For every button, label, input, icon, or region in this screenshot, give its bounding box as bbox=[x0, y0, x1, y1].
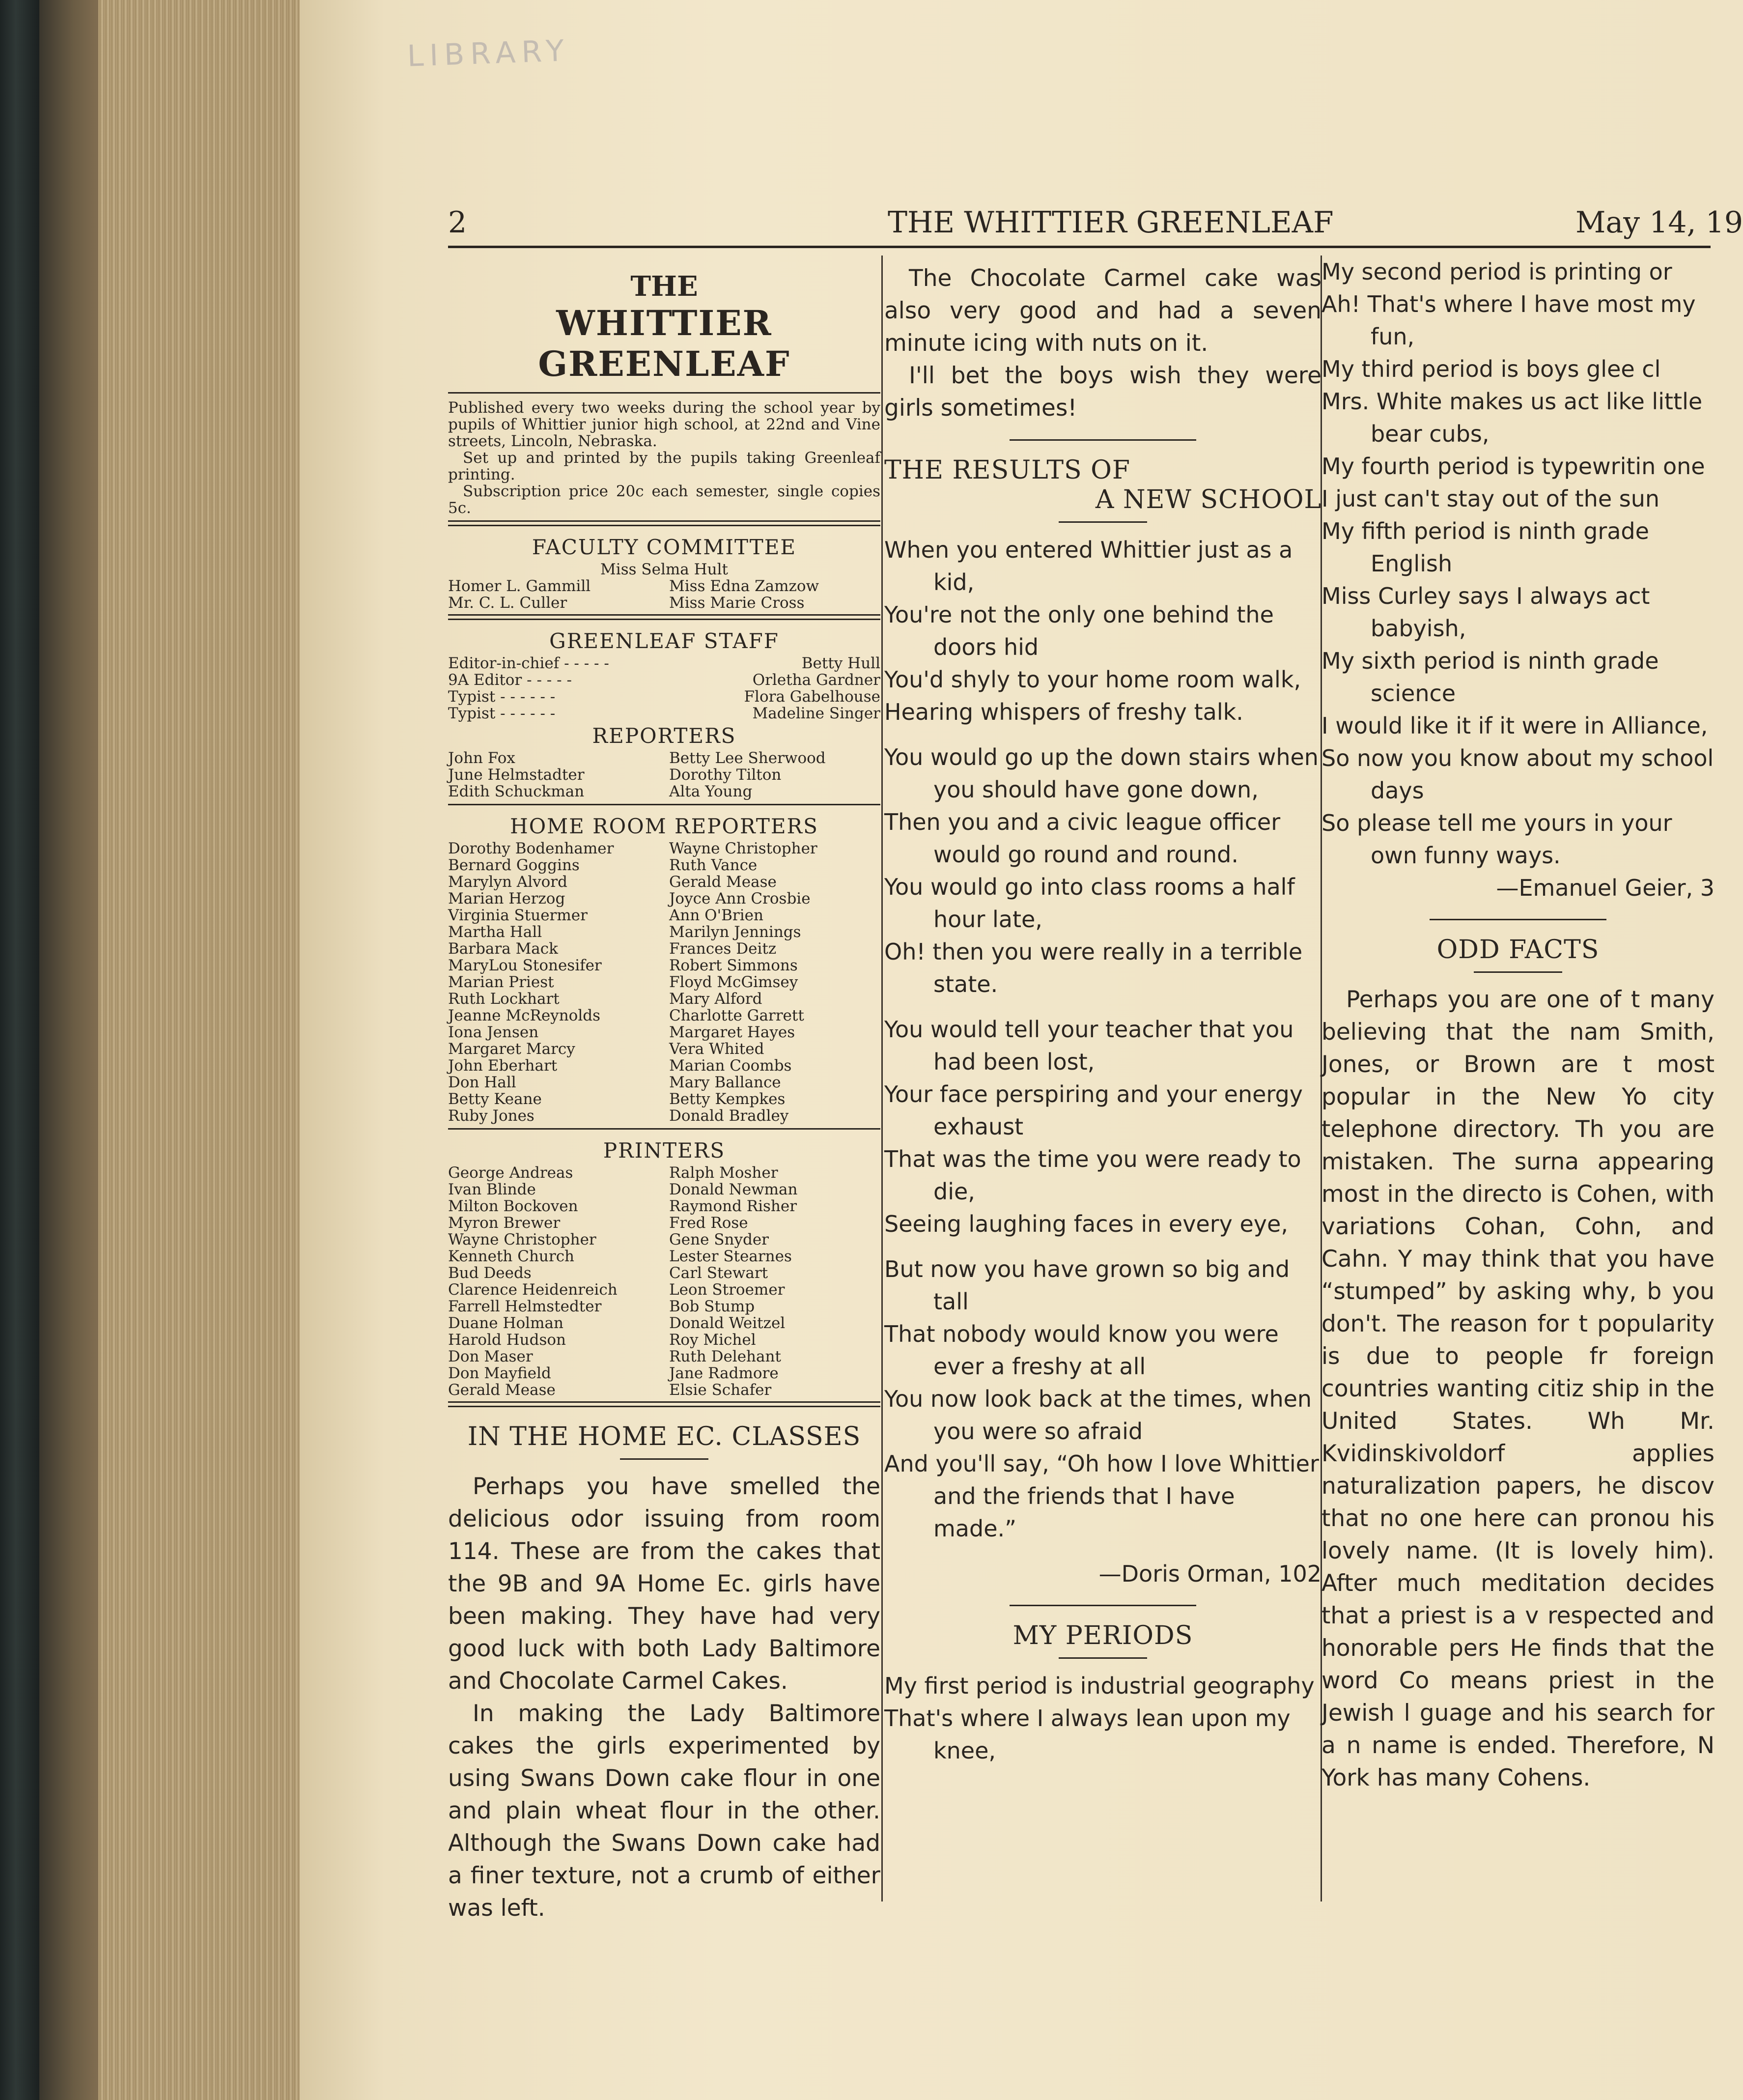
name-entry: Donald Bradley bbox=[669, 1107, 789, 1125]
spine-edge bbox=[39, 0, 108, 2100]
poem-line: So now you know about my school days bbox=[1321, 745, 1714, 804]
faculty-title: FACULTY COMMITTEE bbox=[532, 535, 797, 559]
column-rule-1 bbox=[881, 255, 883, 1901]
running-header bbox=[448, 205, 1743, 245]
name-entry: Marian Priest bbox=[448, 973, 554, 991]
name-entry: Ruth Vance bbox=[669, 856, 758, 874]
poem-line: My sixth period is ninth grade science bbox=[1321, 648, 1659, 707]
stanza bbox=[884, 1013, 1321, 1240]
poem-line: You would tell your teacher that you had been lost, bbox=[884, 1016, 1294, 1075]
name-entry: Robert Simmons bbox=[669, 957, 798, 974]
name-entry: MaryLou Stonesifer bbox=[448, 957, 602, 974]
staff-row: Typist - - - - - - Flora Gabelhouse bbox=[448, 688, 880, 706]
name-entry: Ivan Blinde bbox=[448, 1181, 536, 1198]
name-entry: Lester Stearnes bbox=[669, 1248, 792, 1265]
poem-line: Seeing laughing faces in every eye, bbox=[884, 1211, 1288, 1237]
name-entry: John Eberhart bbox=[448, 1057, 558, 1075]
name-entry: Elsie Schafer bbox=[669, 1381, 772, 1399]
staff-row: Typist - - - - - - Madeline Singer bbox=[448, 705, 880, 722]
periods-signature: —Emanuel Geier, 3 bbox=[1496, 875, 1715, 901]
page-edges bbox=[98, 0, 305, 2100]
name-entry: Gerald Mease bbox=[669, 873, 777, 891]
name-entry: Margaret Marcy bbox=[448, 1040, 575, 1058]
name-entry: Betty Kempkes bbox=[669, 1090, 786, 1108]
name-entry: Leon Stroemer bbox=[669, 1281, 785, 1299]
name-entry: Bud Deeds bbox=[448, 1264, 532, 1282]
name-entry: Ann O'Brien bbox=[669, 907, 763, 924]
name-entry: Frances Deitz bbox=[669, 940, 777, 958]
odd-facts-article: Perhaps you are one of t many believing that the nam Smith, Jones, or Brown are t most popular in the New Yo city telephone directory. Th you are mistaken. The surna appearing most in the directo is Cohen, with variations Cohan, Cohn, and Cahn. Y may think that you have “stumped” by asking why, b you don't. The reason for t popularity is due to people fr foreign countries wanting citiz ship in the United States. Wh Mr. Kvidinskivoldorf applies naturalization papers, he discov that no one here can pronou his lovely name. (It is lovely him). After much meditation decides that a priest is a v respected and honorable pers He finds that the word Co means priest in the Jewish l guage and his search for a n name is ended. Therefore, N York has many Cohens. bbox=[1321, 986, 1715, 1791]
book-binding bbox=[0, 0, 39, 2100]
name-entry: Don Maser bbox=[448, 1348, 533, 1365]
poem-line: I would like it if it were in Alliance, bbox=[1321, 712, 1708, 739]
name-entry: Ruth Delehant bbox=[669, 1348, 781, 1365]
poem-line: You would go into class rooms a half hour late, bbox=[884, 874, 1295, 933]
name-entry: Raymond Risher bbox=[669, 1197, 797, 1215]
printers-title: PRINTERS bbox=[603, 1138, 726, 1163]
rule bbox=[448, 804, 880, 805]
column-2 bbox=[884, 255, 1321, 1767]
poem-line: Miss Curley says I always act babyish, bbox=[1321, 583, 1650, 642]
stanza bbox=[884, 741, 1321, 1000]
name-entry: Kenneth Church bbox=[448, 1248, 575, 1265]
home-room-list bbox=[448, 840, 880, 1124]
double-rule bbox=[448, 520, 880, 526]
name-entry: Jane Radmore bbox=[669, 1364, 779, 1382]
poem-line: Ah! That's where I have most my fun, bbox=[1321, 291, 1696, 350]
staff-row: Editor-in-chief - - - - - Betty Hull bbox=[448, 654, 880, 672]
poem-line: Mrs. White makes us act like little bear cubs, bbox=[1321, 388, 1703, 447]
reporters-list: John Fox Betty Lee Sherwood June Helmstadter Dorothy Tilton Edith Schuckman Alta Young bbox=[448, 749, 826, 800]
reporters-title: REPORTERS bbox=[592, 724, 736, 748]
name-entry: Don Mayfield bbox=[448, 1364, 551, 1382]
masthead-line1: THE bbox=[630, 270, 698, 303]
home-ec-headline: IN THE HOME EC. CLASSES bbox=[467, 1422, 861, 1451]
poem-line: But now you have grown so big and tall bbox=[884, 1256, 1290, 1315]
header-rule bbox=[448, 246, 1711, 248]
faculty-head: Miss Selma Hult bbox=[600, 561, 728, 578]
name-entry: Margaret Hayes bbox=[669, 1023, 795, 1041]
name-entry: Virginia Stuermer bbox=[448, 907, 588, 924]
name-entry: Donald Weitzel bbox=[669, 1314, 786, 1332]
page-number: 2 bbox=[448, 205, 467, 240]
poem-line: Hearing whispers of freshy talk. bbox=[884, 699, 1243, 725]
paper-name: THE WHITTIER GREENLEAF bbox=[888, 205, 1334, 240]
faculty-member: Mr. C. L. Culler bbox=[448, 594, 567, 612]
name-entry: Gerald Mease bbox=[448, 1381, 556, 1399]
home-room-title: HOME ROOM REPORTERS bbox=[510, 814, 818, 838]
short-rule bbox=[1059, 1657, 1147, 1659]
poem-line: You'd shyly to your home room walk, bbox=[884, 666, 1301, 693]
name-entry: Barbara Mack bbox=[448, 940, 558, 958]
faculty-member: Homer L. Gammill bbox=[448, 577, 591, 595]
name-entry: Clarence Heidenreich bbox=[448, 1281, 618, 1299]
subscription-text: Subscription price 20c each semester, single copies 5c. bbox=[448, 482, 880, 517]
odd-facts-headline: ODD FACTS bbox=[1436, 935, 1600, 965]
name-entry: Duane Holman bbox=[448, 1314, 563, 1332]
name-entry: Jeanne McReynolds bbox=[448, 1007, 600, 1024]
name-entry: Harold Hudson bbox=[448, 1331, 566, 1349]
double-rule bbox=[448, 614, 880, 620]
poem-line: Then you and a civic league officer would go round and round. bbox=[884, 809, 1281, 868]
name-entry: Marylyn Alvord bbox=[448, 873, 567, 891]
name-entry: Milton Bockoven bbox=[448, 1197, 578, 1215]
faded-library-stamp: LIBRARY bbox=[406, 33, 571, 74]
name-entry: Wayne Christopher bbox=[448, 1231, 596, 1249]
name-entry: Wayne Christopher bbox=[669, 840, 817, 857]
my-periods-poem-start bbox=[884, 1670, 1321, 1767]
new-school-title-2: A NEW SCHOOL bbox=[1095, 485, 1321, 514]
home-ec-continued: The Chocolate Carmel cake was also very good and had a seven minute icing with nuts on it. I'll bet the boys wish they were girls sometimes! bbox=[884, 265, 1321, 422]
poem-line: Oh! then you were really in a terrible state. bbox=[884, 938, 1303, 997]
my-periods-poem-cont bbox=[1321, 255, 1715, 872]
stanza bbox=[884, 534, 1321, 728]
printers-list bbox=[448, 1164, 880, 1398]
name-entry: Floyd McGimsey bbox=[669, 973, 798, 991]
name-entry: Charlotte Garrett bbox=[669, 1007, 804, 1024]
name-entry: Fred Rose bbox=[669, 1214, 748, 1232]
name-entry: Ralph Mosher bbox=[669, 1164, 778, 1182]
name-entry: Marilyn Jennings bbox=[669, 923, 801, 941]
name-entry: Ruth Lockhart bbox=[448, 990, 560, 1008]
staff-list bbox=[448, 655, 880, 722]
faculty-member: Miss Edna Zamzow bbox=[669, 577, 819, 595]
name-entry: Donald Newman bbox=[669, 1181, 798, 1198]
poem-line: So please tell me yours in your own funny ways. bbox=[1321, 810, 1672, 869]
my-periods-headline: MY PERIODS bbox=[1012, 1621, 1193, 1650]
short-rule bbox=[620, 1458, 708, 1460]
name-entry: Bernard Goggins bbox=[448, 856, 580, 874]
article-separator bbox=[1010, 439, 1196, 441]
poem-line: That nobody would know you were ever a freshy at all bbox=[884, 1321, 1279, 1380]
published-text: Published every two weeks during the school year by pupils of Whittier junior high school, at 22nd and Vine streets, Lincoln, Nebraska. bbox=[448, 399, 880, 450]
poem-signature: —Doris Orman, 102 bbox=[1098, 1561, 1321, 1587]
masthead-rule bbox=[448, 392, 880, 394]
short-rule bbox=[1059, 521, 1147, 523]
poem-line: Your face perspiring and your energy exhaust bbox=[884, 1081, 1303, 1140]
name-entry: Ruby Jones bbox=[448, 1107, 534, 1125]
column-3 bbox=[1321, 255, 1715, 1794]
poem-line: My third period is boys glee cl bbox=[1321, 356, 1661, 382]
name-entry: Myron Brewer bbox=[448, 1214, 561, 1232]
faculty-member: Miss Marie Cross bbox=[669, 594, 805, 612]
staff-row: 9A Editor - - - - - Orletha Gardner bbox=[448, 671, 880, 689]
stanza bbox=[884, 1253, 1321, 1545]
name-entry: Gene Snyder bbox=[669, 1231, 769, 1249]
name-entry: Carl Stewart bbox=[669, 1264, 768, 1282]
name-entry: Bob Stump bbox=[669, 1298, 755, 1315]
name-entry: Farrell Helmstedter bbox=[448, 1298, 602, 1315]
poem-line: My first period is industrial geography bbox=[884, 1673, 1315, 1699]
faculty-list bbox=[448, 578, 880, 611]
name-entry: Roy Michel bbox=[669, 1331, 756, 1349]
name-entry: Dorothy Bodenhamer bbox=[448, 840, 614, 857]
name-entry: Martha Hall bbox=[448, 923, 542, 941]
name-entry: Mary Alford bbox=[669, 990, 762, 1008]
poem-line: My fourth period is typewritin one bbox=[1321, 453, 1705, 480]
home-ec-article: Perhaps you have smelled the delicious odor issuing from room 114. These are from the cakes that the 9B and 9A Home Ec. girls have been making. They have had very good luck with both Lady Baltimore and Chocolate Carmel Cakes. In making the Lady Baltimore cakes the girls experimented by using Swans Down cake flour in one and plain wheat flour in the other. Although the Swans Down cake had a finer texture, not a crumb of either was left. bbox=[448, 1473, 880, 1922]
name-entry: Iona Jensen bbox=[448, 1023, 539, 1041]
article-separator bbox=[1010, 1605, 1196, 1606]
poem-line: And you'll say, “Oh how I love Whittier and the friends that I have made.” bbox=[884, 1450, 1319, 1542]
masthead-title: WHITTIER GREENLEAF bbox=[538, 303, 790, 384]
name-entry: Vera Whited bbox=[669, 1040, 764, 1058]
new-school-title-1: THE RESULTS OF bbox=[884, 455, 1130, 485]
name-entry: Mary Ballance bbox=[669, 1074, 781, 1091]
poem-line: That's where I always lean upon my knee, bbox=[884, 1705, 1291, 1764]
poem-line: My fifth period is ninth grade English bbox=[1321, 518, 1649, 577]
poem-line: You now look back at the times, when you were so afraid bbox=[884, 1386, 1312, 1445]
name-entry: George Andreas bbox=[448, 1164, 573, 1182]
poem-line: When you entered Whittier just as a kid, bbox=[884, 537, 1293, 596]
short-rule bbox=[1474, 971, 1562, 973]
poem-line: That was the time you were ready to die, bbox=[884, 1146, 1301, 1205]
article-separator bbox=[1430, 919, 1606, 920]
printed-text: Set up and printed by the pupils taking Greenleaf printing. bbox=[448, 449, 880, 483]
issue-date: May 14, 19 bbox=[1575, 205, 1743, 240]
double-rule bbox=[448, 1401, 880, 1407]
name-entry: Joyce Ann Crosbie bbox=[669, 890, 811, 908]
poem-line: You're not the only one behind the doors hid bbox=[884, 601, 1274, 660]
name-entry: Don Hall bbox=[448, 1074, 516, 1091]
poem-line: My second period is printing or bbox=[1321, 258, 1672, 285]
name-entry: Marian Coombs bbox=[669, 1057, 792, 1075]
name-entry: Betty Keane bbox=[448, 1090, 542, 1108]
poem-line: You would go up the down stairs when you should have gone down, bbox=[884, 744, 1319, 803]
publication-info bbox=[448, 399, 880, 516]
rule bbox=[448, 1128, 880, 1130]
name-entry: Marian Herzog bbox=[448, 890, 565, 908]
staff-title: GREENLEAF STAFF bbox=[549, 629, 779, 653]
poem-line: I just can't stay out of the sun bbox=[1321, 485, 1660, 512]
column-1 bbox=[448, 255, 880, 1925]
new-school-poem bbox=[884, 534, 1321, 1545]
